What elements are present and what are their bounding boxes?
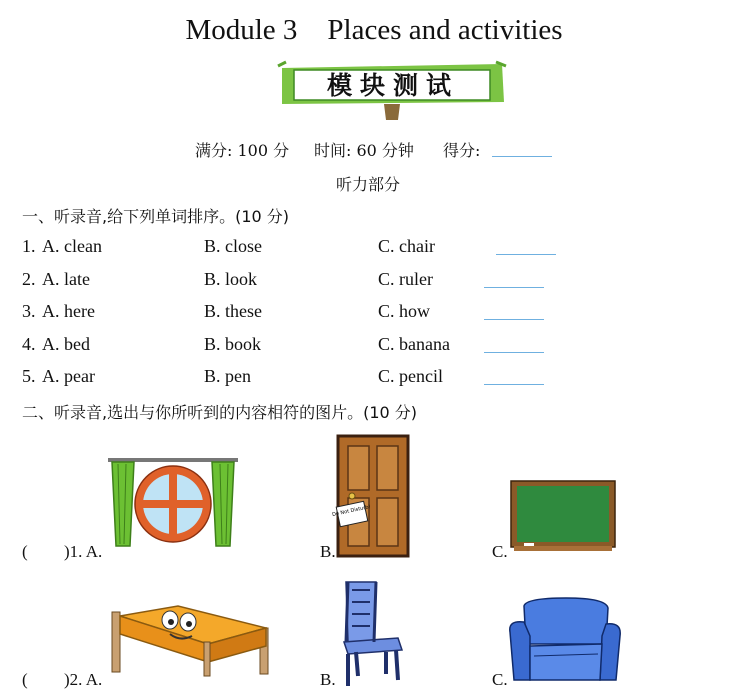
row-number: 1.	[22, 236, 36, 256]
window-image[interactable]	[108, 454, 238, 550]
option-b: B. look	[204, 269, 258, 289]
answer-blank[interactable]	[484, 319, 544, 320]
bed-image[interactable]	[108, 598, 272, 678]
option-a: A. clean	[42, 236, 102, 256]
option-c-label: C.	[492, 670, 508, 689]
blackboard-image[interactable]	[510, 480, 616, 554]
option-a: A. pear	[42, 366, 95, 386]
option-c: C. chair	[378, 236, 435, 256]
module-label: Module 3	[185, 14, 298, 46]
option-b: B. these	[204, 301, 262, 321]
option-a: A. here	[42, 301, 95, 321]
answer-blank[interactable]	[484, 384, 544, 385]
answer-paren-open[interactable]: (	[22, 670, 28, 689]
option-b-label: B.	[320, 670, 336, 689]
option-c: C. ruler	[378, 269, 433, 289]
door-image[interactable]	[331, 434, 410, 558]
time-limit: 时间: 60 分钟	[314, 141, 414, 160]
chair-image[interactable]	[336, 580, 406, 688]
row-number: 2.	[22, 269, 36, 289]
banner-title: 模块测试	[326, 71, 459, 100]
part-title: 听力部分	[336, 175, 401, 194]
topic-label: Places and activities	[327, 14, 563, 46]
option-c: C. banana	[378, 334, 450, 354]
score-label: 得分:	[443, 141, 481, 160]
section1-heading: 一、听录音,给下列单词排序。(10 分)	[22, 207, 290, 226]
row-number: 3.	[22, 301, 36, 321]
answer-blank[interactable]	[484, 352, 544, 353]
option-b: B. close	[204, 236, 262, 256]
sofa-image[interactable]	[506, 596, 624, 686]
page-title	[0, 14, 748, 47]
row-number: 4.	[22, 334, 36, 354]
option-c: C. how	[378, 301, 431, 321]
answer-blank[interactable]	[484, 287, 544, 288]
score-blank[interactable]	[492, 156, 552, 157]
option-c: C. pencil	[378, 366, 443, 386]
option-c-label: C.	[492, 542, 508, 561]
option-a: A. late	[42, 269, 90, 289]
row-number: 5.	[22, 366, 36, 386]
option-a: A. bed	[42, 334, 90, 354]
door-sign-text: Do Not Disturb!	[331, 504, 372, 519]
answer-blank[interactable]	[496, 254, 556, 255]
full-marks: 满分: 100 分	[195, 141, 290, 160]
option-b-label: B.	[320, 542, 336, 561]
item-label: )1. A.	[64, 542, 103, 561]
answer-paren-open[interactable]: (	[22, 542, 28, 561]
option-b: B. book	[204, 334, 262, 354]
option-b: B. pen	[204, 366, 251, 386]
section2-heading: 二、听录音,选出与你所听到的内容相符的图片。(10 分)	[22, 403, 418, 422]
item-label: )2. A.	[64, 670, 103, 689]
